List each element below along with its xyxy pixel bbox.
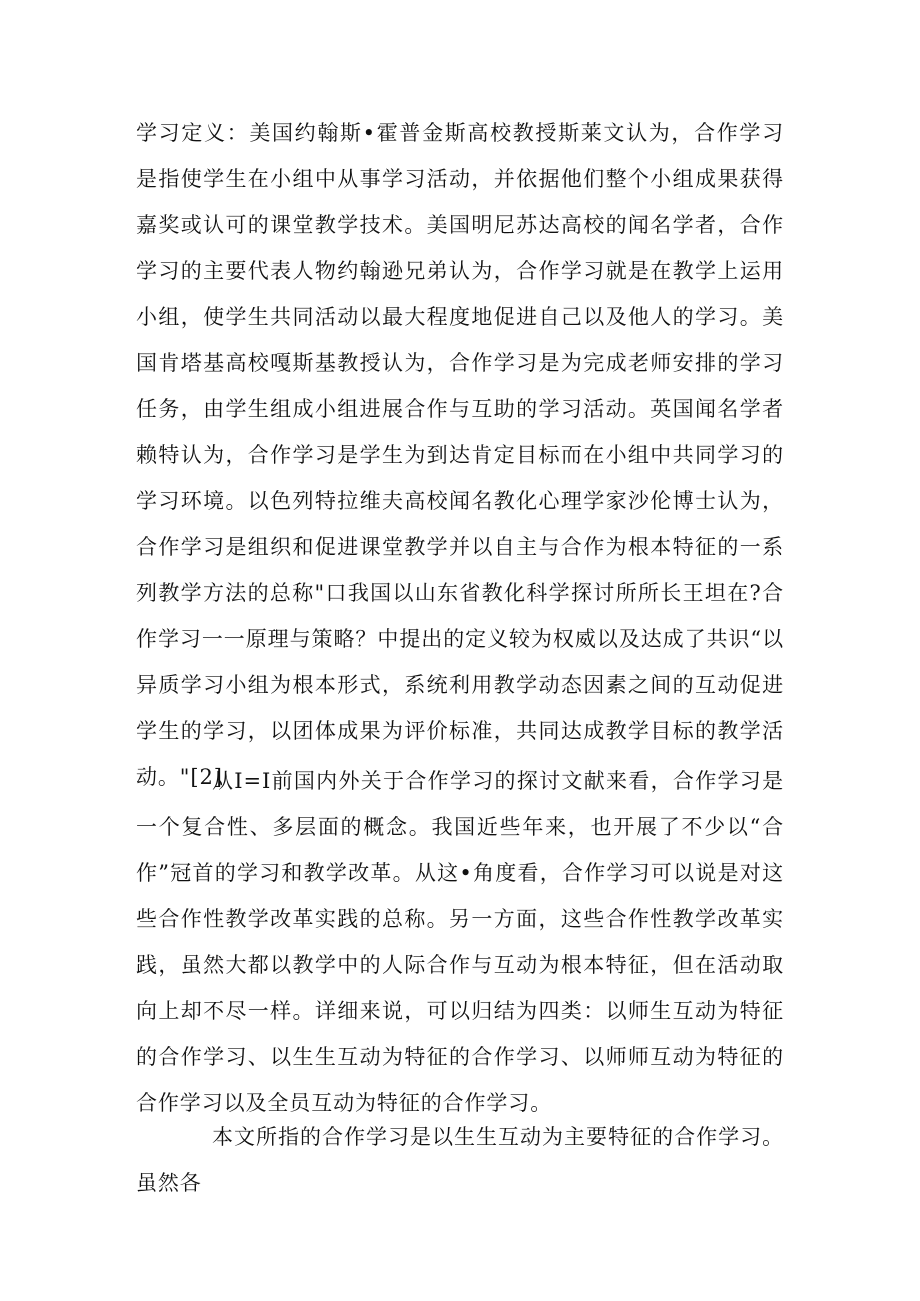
paragraph-definitions: 学习定义：美国约翰斯•霍普金斯高校教授斯莱文认为，合作学习是指使学生在小组中从事学习活动，并依据他们整个小组成果获得嘉奖或认可的课堂教学技术。美国明尼苏达高校的闻名学者，合作学习的主要代表人物约翰逊兄弟认为，合作学习就是在教学上运用小组，使学生共同活动以最大程度地促进自己以及他人的学习。美国肯塔基高校嘎斯基教授认为，合作学习是为完成老师安排的学习任务，由学生组成小组进展合作与互助的学习活动。英国闻名学者赖特认为，合作学习是学生为到达肯定目标而在小组中共同学习的学习环境。以色列特拉维夫高校闻名教化心理学家沙伦博士认为，合作学习是组织和促进课堂教学并以自主与合作为根本特征的一系列教学方法的总称"口我国以山东省教化科学探讨所所长王坦在?合作学习一一原理与策略？中提出的定义较为权威以及达成了共识“以异质学习小组为根本形式，系统利用教学动态因素之间的互动促进学生的学习，以团体成果为评价标准，共同达成教学目标的教学活动。"[2]	[136, 121, 784, 789]
paragraph-literature-overview: 从I=I前国内外关于合作学习的探讨文献来看，合作学习是一个复合性、多层面的概念。我国近些年来，也开展了不少以“合作”冠首的学习和教学改革。从这•角度看，合作学习可以说是对这些合作性教学改革实践的总称。另一方面，这些合作性教学改革实践，虽然大都以教学中的人际合作与互动为根本特征，但在活动取向上却不尽一样。详细来说，可以归结为四类：以师生互动为特征的合作学习、以生生互动为特征的合作学习、以师师互动为特征的合作学习以及全员互动为特征的合作学习。	[136, 769, 784, 1115]
paragraph-scope: 本文所指的合作学习是以生生互动为主要特征的合作学习。虽然各	[136, 1125, 784, 1195]
